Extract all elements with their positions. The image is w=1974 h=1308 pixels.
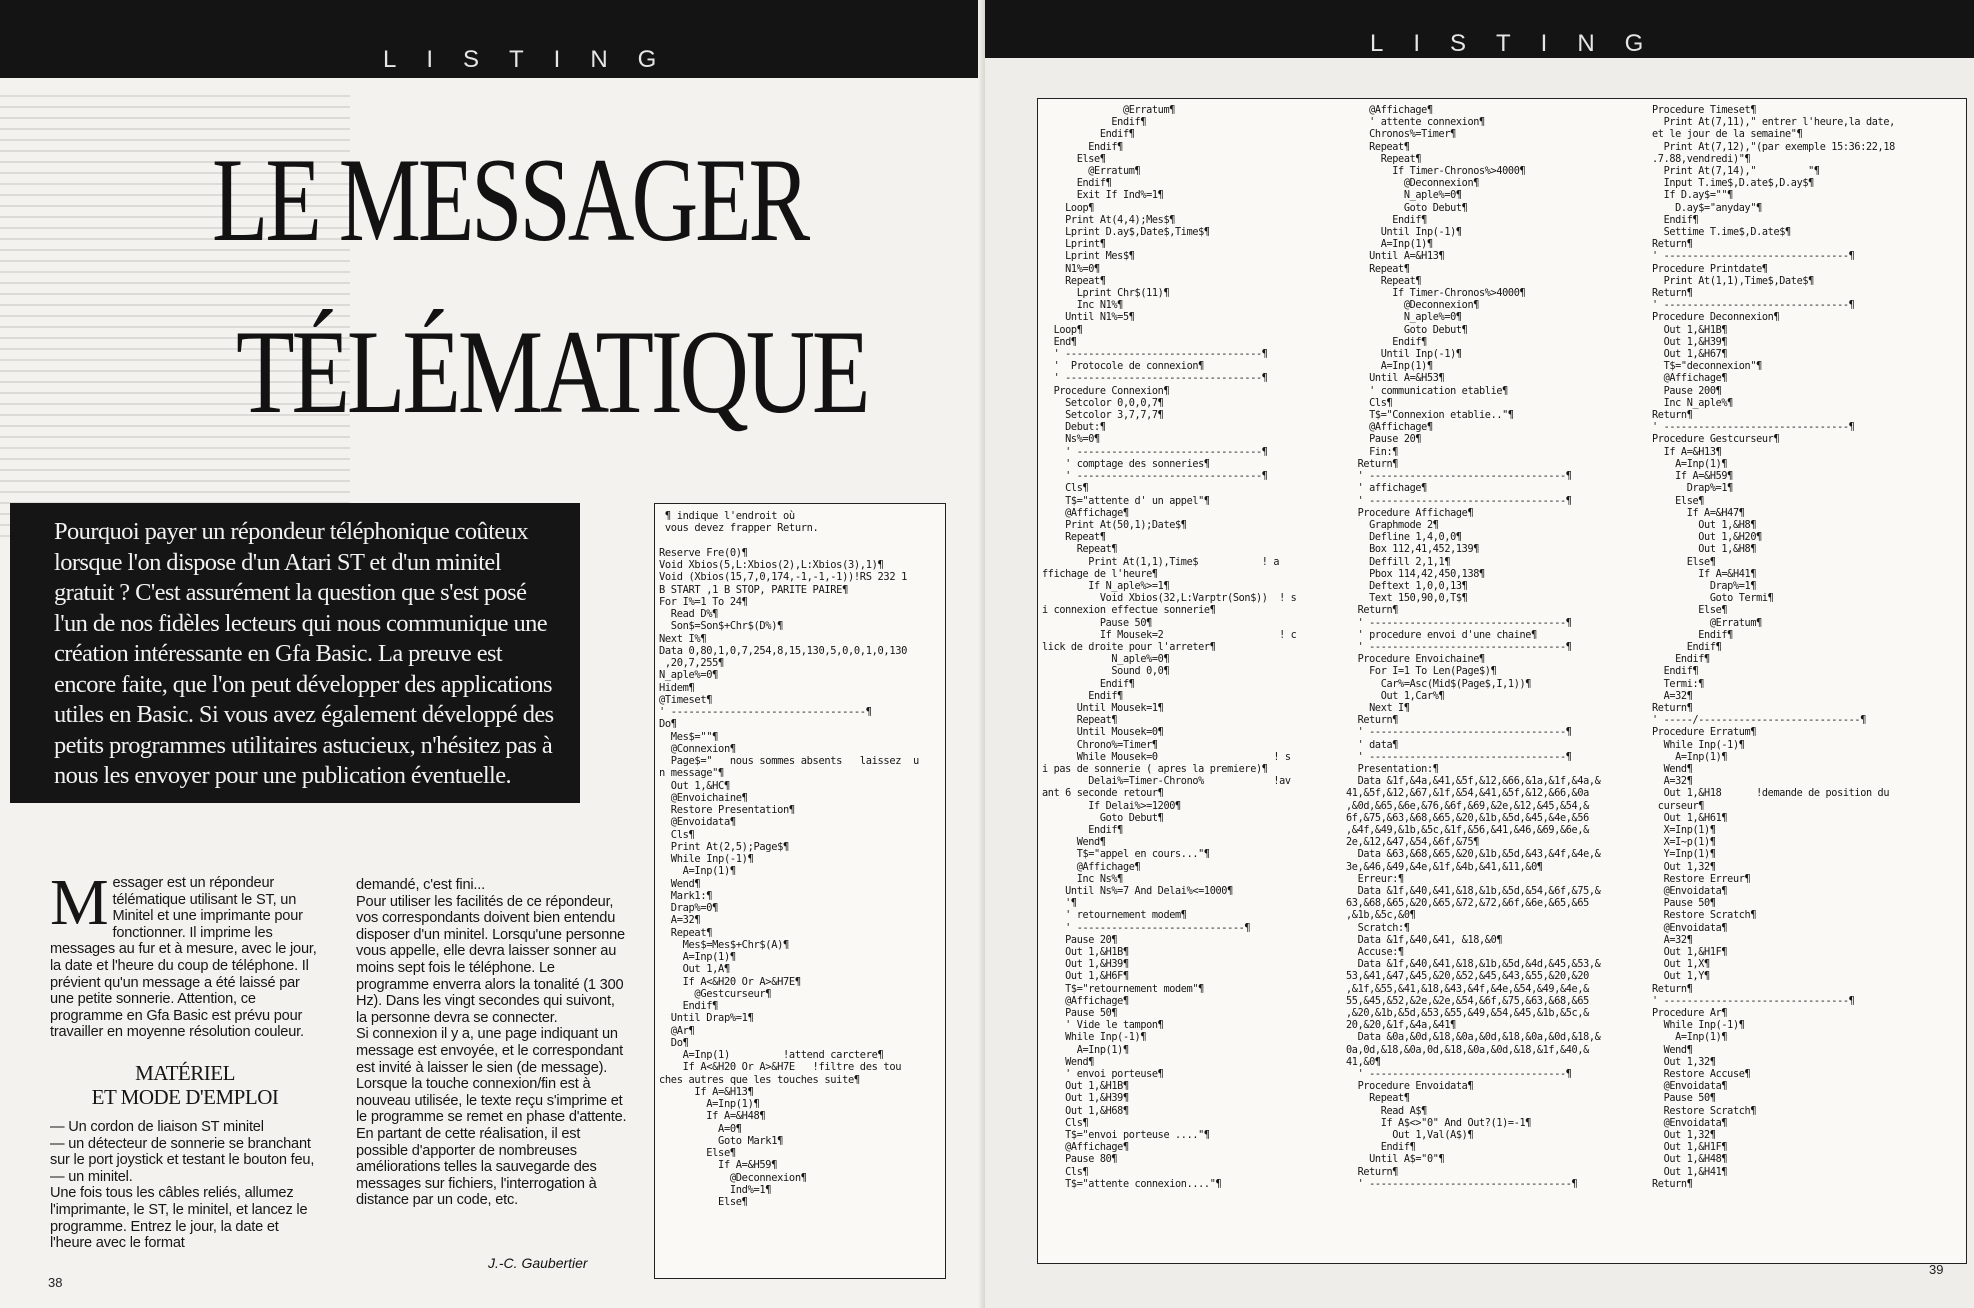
author: J.-C. Gaubertier (488, 1255, 588, 1271)
header-bar (0, 0, 985, 78)
page-number: 38 (48, 1275, 63, 1290)
code-column-1 (1042, 105, 1342, 1191)
para-intro: Messager est un répondeur télématique utilisant le ST, un Minitel et une imprimante pour fonctionner. Il imprime les messages au fur et à mesure, avec le jour, la date et l'heure du coup de téléphone. Il prévient qu'un message a été laissé par une petite sonnerie. Attention, ce programme en Gfa Basic est prévu pour travailler en moyenne résolution couleur. (50, 866, 317, 1041)
code-listing: Procedure Timeset¶ Print At(7,11)," entrer l'heure,la date, et le jour de la semaine"¶ Print At(7,12),"(par exemple 15:36:22,18 .7.88,vendredi)"¶ Print At(7,14)," "¶ Input T.ime$,D.ate$,D.ay$¶ If D.ay$=""¶ D.ay$="anyday"¶ Endif¶ Settime T.ime$,D.ate$¶ Return¶ ' --------------------------------¶ Procedure Printdate¶ Print At(1,1),Time$,Date$¶ Return¶ ' --------------------------------¶ Procedure Deconnexion¶ Out 1,&H1B¶ Out 1,&H39¶ Out 1,&H67¶ T$="deconnexion"¶ @Affichage¶ Pause 200¶ Inc N_aple%¶ Return¶ ' --------------------------------¶ Procedure Gestcurseur¶ If A=&H13¶ A=Inp(1)¶ If A=&H59¶ Drap%=1¶ Else¶ If A=&H47¶ Out 1,&H8¶ Out 1,&H20¶ Out 1,&H8¶ Else¶ If A=&H41¶ Drap%=1¶ Goto Termi¶ Else¶ @Erratum¶ Endif¶ Endif¶ Endif¶ Endif¶ Termi:¶ A=32¶ Return¶ ' -----/----------------------------¶ Procedure Erratum¶ While Inp(-1)¶ A=Inp(1)¶ Wend¶ A=32¶ Out 1,&H18 !demande de position du curseur¶ Out 1,&H61¶ X=Inp(1)¶ X=I~p(1)¶ Y=Inp(1)¶ Out 1,32¶ Restore Erreur¶ @Envoidata¶ Pause 50¶ Restore Scratch¶ @Envoidata¶ A=32¶ Out 1,&H1F¶ Out 1,X¶ Out 1,Y¶ Return¶ ' --------------------------------¶ Procedure Ar¶ While Inp(-1)¶ A=Inp(1)¶ Wend¶ Out 1,32¶ Restore Accuse¶ @Envoidata¶ Pause 50¶ Restore Scratch¶ @Envoidata¶ Out 1,32¶ Out 1,&H1F¶ Out 1,&H48¶ Out 1,&H41¶ Return¶ (1652, 105, 1895, 1190)
code-listing-frame (654, 503, 946, 1279)
subhead: MATÉRIEL ET MODE D'EMPLOI (91, 1060, 279, 1109)
intro-text: Pourquoi payer un répondeur téléphonique coûteux lorsque l'on dispose d'un Atari ST et d'un minitel gratuit ? C'est assurément la question que s'est posé l'un de nos fidèles lecteurs qui nous communique une création intéressante en Gfa Basic. La preuve est encore faite, que l'on peut développer des applications utiles en Basic. Si vous avez également développé des petits programmes utilitaires astucieux, n'hésitez pas à nous les envoyer pour une publication éventuelle. (54, 518, 554, 789)
code-listing: @Erratum¶ Endif¶ Endif¶ Endif¶ Else¶ @Erratum¶ Endif¶ Exit If Ind%=1¶ Loop¶ Print At(4,4);Mes$¶ Lprint D.ay$,Date$,Time$¶ Lprint¶ Lprint Mes$¶ N1%=0¶ Repeat¶ Lprint Chr$(11)¶ Inc N1%¶ Until N1%=5¶ Loop¶ End¶ ' ----------------------------------¶ ' Protocole de connexion¶ ' ----------------------------------¶ Procedure Connexion¶ Setcolor 0,0,0,7¶ Setcolor 3,7,7,7¶ Debut:¶ Ns%=0¶ ' --------------------------------¶ ' comptage des sonneries¶ ' --------------------------------¶ Cls¶ T$="attente d' un appel"¶ @Affichage¶ Print At(50,1);Date$¶ Repeat¶ Repeat¶ Print At(1,1),Time$ ! a ffichage de l'heure¶ If N_aple%>=1¶ Void Xbios(32,L:Varptr(Son$)) ! s i connexion effectue sonnerie¶ Pause 50¶ If Mousek=2 ! c lick de droite pour l'arreter¶ N_aple%=0¶ Sound 0,0¶ Endif¶ Endif¶ Until Mousek=1¶ Repeat¶ Until Mousek=0¶ Chrono%=Timer¶ While Mousek=0 ! s i pas de sonnerie ( apres la premiere)¶ Delai%=Timer-Chrono% !av ant 6 seconde retour¶ If Delai%>=1200¶ Goto Debut¶ Endif¶ Wend¶ T$="appel en cours..."¶ @Affichage¶ Inc Ns%¶ Until Ns%=7 And Delai%<=1000¶ '¶ ' retournement modem¶ ' -----------------------------¶ Pause 20¶ Out 1,&H1B¶ Out 1,&H39¶ Out 1,&H6F¶ T$="retournement modem"¶ @Affichage¶ Pause 50¶ ' Vide le tampon¶ While Inp(-1)¶ A=Inp(1)¶ Wend¶ ' envoi porteuse¶ Out 1,&H1B¶ Out 1,&H39¶ Out 1,&H68¶ Cls¶ T$="envoi porteuse ...."¶ @Affichage¶ Pause 80¶ Cls¶ T$="attente connexion...."¶ (1042, 105, 1297, 1190)
para-equipment: — Un cordon de liaison ST minitel — un détecteur de sonnerie se branchant sur le port joystick et testant le bouton feu, — un minitel. Une fois tous les câbles reliés, allumez l'imprimante, le ST, le minitel, et lancez le programme. Entrez le jour, la date et l'heure avec le format (50, 1118, 315, 1252)
code-listing-frame (1037, 98, 1967, 1264)
article-column-2: demandé, c'est fini... Pour utiliser les facilités de ce répondeur, vos correspondants doivent bien entendu disposer d'un minitel. Lorsqu'une personne vous appelle, elle devra laisser sonner au moins sept fois le téléphone. Le programme enverra alors la tonalité (1 300 Hz). Dans les vingt secondes qui suivont, la personne devra se connecter. Si connexion il y a, une page indiquant un message est envoyée, et le correspondant est invité à laisser le sien (de message). Lorsque la touche connexion/fin est à nouveau utilisée, le texte reçu s'imprime et le programme se remet en phase d'attente. En partant de cette réalisation, il est possible d'apporter de nombreuses améliorations telles la sauvegarde des messages sur fichiers, l'interrogation à distance par un code, etc. (356, 877, 627, 1209)
code-listing: ¶ indique l'endroit où vous devez frapper Return. Reserve Fre(0)¶ Void Xbios(5,L:Xbios(2),L:Xbios(3),1)¶ Void (Xbios(15,7,0,174,-1,-1,-1))!RS 232 1 B START ,1 B STOP, PARITE PAIRE¶ For I%=1 To 24¶ Read D%¶ Son$=Son$+Chr$(D%)¶ Next I%¶ Data 0,80,1,0,7,254,8,15,130,5,0,0,1,0,130 ,20,7,255¶ N_aple%=0¶ Hidem¶ @Timeset¶ ' ---------------------------------¶ Do¶ Mes$=""¶ @Connexion¶ Page$=" nous sommes absents laissez u n message"¶ Out 1,&HC¶ @Envoichaine¶ Restore Presentation¶ @Envoidata¶ Cls¶ Print At(2,5);Page$¶ While Inp(-1)¶ A=Inp(1)¶ Wend¶ Mark1:¶ Drap%=0¶ A=32¶ Repeat¶ Mes$=Mes$+Chr$(A)¶ A=Inp(1)¶ Out 1,A¶ If A<&H20 Or A>&H7E¶ @Gestcurseur¶ Endif¶ Until Drap%=1¶ @Ar¶ Do¶ A=Inp(1) !attend carctere¶ If A<&H20 Or A>&H7E !filtre des tou ches autres que les touches suite¶ If A=&H13¶ A=Inp(1)¶ If A=&H48¶ A=0¶ Goto Mark1¶ Else¶ If A=&H59¶ @Deconnexion¶ Ind%=1¶ Else¶ (659, 510, 919, 1208)
dropcap: M (50, 866, 109, 939)
right-page (985, 0, 1974, 1308)
headline-line1: LE MESSAGER (212, 133, 808, 266)
intro-box (10, 503, 580, 803)
header-bar (985, 0, 1974, 58)
left-page (0, 0, 985, 1308)
page-number: 39 (1929, 1262, 1944, 1277)
code-listing: @Affichage¶ ' attente connexion¶ Chronos%=Timer¶ Repeat¶ Repeat¶ If Timer-Chronos%>4000¶ @Deconnexion¶ N_aple%=0¶ Goto Debut¶ Endif¶ Until Inp(-1)¶ A=Inp(1)¶ Until A=&H13¶ Repeat¶ Repeat¶ If Timer-Chronos%>4000¶ @Deconnexion¶ N_aple%=0¶ Goto Debut¶ Endif¶ Until Inp(-1)¶ A=Inp(1)¶ Until A=&H53¶ ' communication etablie¶ Cls¶ T$="Connexion etablie.."¶ @Affichage¶ Pause 20¶ Fin:¶ Return¶ ' ----------------------------------¶ ' affichage¶ ' ----------------------------------¶ Procedure Affichage¶ Graphmode 2¶ Defline 1,4,0,0¶ Box 112,41,452,139¶ Deffill 2,1,1¶ Pbox 114,42,450,138¶ Deftext 1,0,0,13¶ Text 150,90,0,T$¶ Return¶ ' ----------------------------------¶ ' procedure envoi d'une chaine¶ ' ----------------------------------¶ Procedure Envoichaine¶ For I=1 To Len(Page$)¶ Car%=Asc(Mid$(Page$,I,1))¶ Out 1,Car%¶ Next I¶ Return¶ ' ----------------------------------¶ ' data¶ ' ----------------------------------¶ Presentation:¶ Data &1f,&4a,&41,&5f,&12,&66,&1a,&1f,&4a,& 41,&5f,&12,&67,&1f,&54,&41,&5f,&12,&66,&0a ,&0d,&65,&6e,&76,&6f,&69,&2e,&12,&45,&54,& 6f,&75,&63,&68,&65,&20,&1b,&5d,&45,&4e,&56 ,&4f,&49,&1b,&5c,&1f,&56,&41,&46,&69,&6e,& 2e,&12,&47,&54,&6f,&75¶ Data &63,&68,&65,&20,&1b,&5d,&43,&4f,&4e,& 3e,&46,&49,&4e,&1f,&4b,&41,&11,&0¶ Erreur:¶ Data &1f,&40,&41,&18,&1b,&5d,&54,&6f,&75,& 63,&68,&65,&20,&65,&72,&72,&6f,&6e,&65,&65 ,&1b,&5c,&0¶ Scratch:¶ Data &1f,&40,&41, &18,&0¶ Accuse:¶ Data &1f,&40,&41,&18,&1b,&5d,&4d,&45,&53,& 53,&41,&47,&45,&20,&52,&45,&43,&55,&20,&20 ,&1f,&55,&41,&18,&43,&4f,&4e,&54,&49,&4e,& 55,&45,&52,&2e,&2e,&54,&6f,&75,&63,&68,&65 ,&20,&1b,&5d,&53,&55,&49,&54,&45,&1b,&5c,& 20,&20,&1f,&4a,&41¶ Data &0a,&0d,&18,&0a,&0d,&18,&0a,&0d,&18,& 0a,0d,&18,&0a,0d,&18,&0a,&0d,&18,&1f,&40,& 41,&0¶ ' ----------------------------------¶ Procedure Envoidata¶ Repeat¶ Read A$¶ If A$<>"0" And Out?(1)=-1¶ Out 1,Val(A$)¶ Endif¶ Until A$="0"¶ Return¶ ' -----------------------------------¶ (1346, 105, 1601, 1190)
code-column-3 (1652, 105, 1964, 1191)
section-label: LISTING (1370, 30, 1674, 57)
code-column-2 (1346, 105, 1646, 1191)
section-label: LISTING (383, 46, 687, 73)
headline-line2: TÉLÉMATIQUE (236, 305, 868, 438)
article-column-1 (50, 866, 320, 1252)
